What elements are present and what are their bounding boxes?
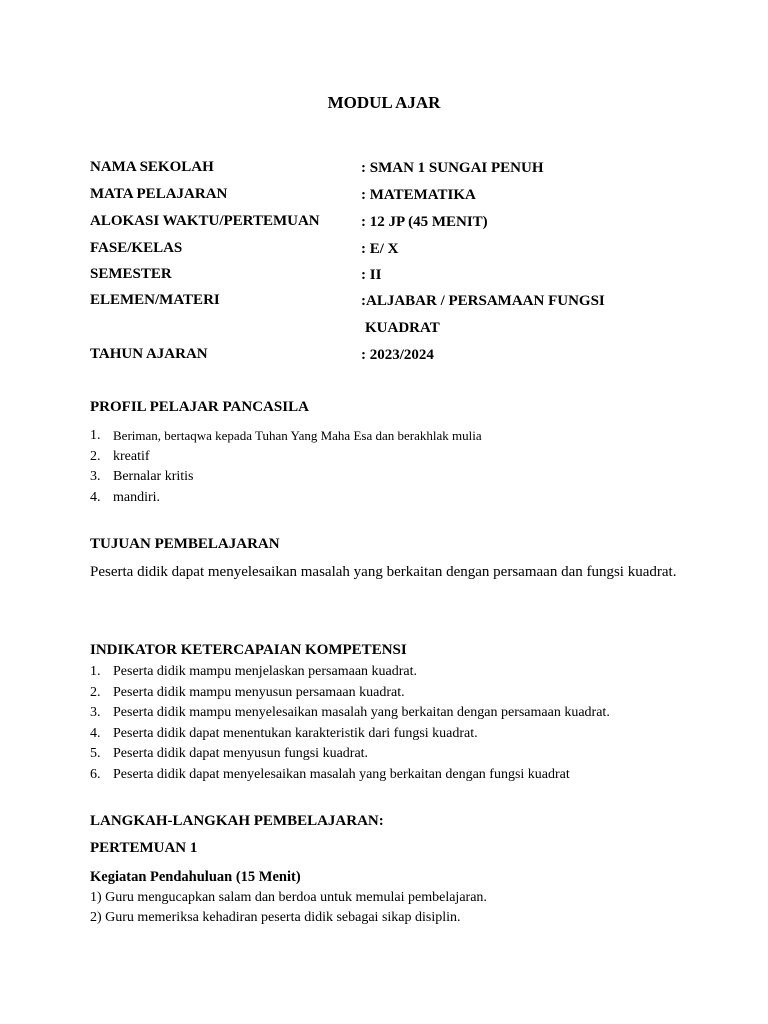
list-text: Peserta didik dapat menyelesaikan masalah yang berkaitan dengan fungsi kuadrat (113, 766, 570, 782)
list-item (90, 488, 690, 509)
list-item (90, 683, 690, 704)
pertemuan-heading: PERTEMUAN 1 (90, 840, 198, 856)
info-row-alokasi-waktu (0, 213, 768, 235)
list-text: kreatif (113, 448, 150, 464)
list-item (90, 467, 690, 488)
tujuan-paragraph: Peserta didik dapat menyelesaikan masalah yang berkaitan dengan persamaan dan fungsi kuadrat. (90, 564, 677, 580)
info-label: SEMESTER (90, 266, 172, 282)
list-number: 3. (90, 469, 101, 484)
info-row-semester (0, 266, 768, 288)
section-heading-indikator: INDIKATOR KETERCAPAIAN KOMPETENSI (90, 642, 407, 658)
list-text: Peserta didik dapat menentukan karakteristik dari fungsi kuadrat. (113, 725, 478, 741)
list-number: 6. (90, 766, 101, 782)
list-number: 4. (90, 725, 101, 741)
list-text: Beriman, bertaqwa kepada Tuhan Yang Maha Esa dan berakhlak mulia (113, 428, 482, 443)
kegiatan-heading: Kegiatan Pendahuluan (15 Menit) (90, 869, 301, 885)
info-row-fase-kelas (0, 240, 768, 262)
list-number: 2. (90, 684, 101, 700)
info-value: : MATEMATIKA (361, 187, 476, 203)
info-label: NAMA SEKOLAH (90, 159, 214, 175)
info-row-nama-sekolah (0, 159, 768, 181)
list-number: 1. (90, 664, 101, 679)
profil-list (90, 426, 690, 508)
list-number: 5. (90, 746, 101, 761)
list-text: Bernalar kritis (113, 469, 194, 484)
info-value: : E/ X (361, 241, 399, 257)
section-heading-tujuan: TUJUAN PEMBELAJARAN (90, 536, 280, 552)
info-label: ALOKASI WAKTU/PERTEMUAN (90, 213, 320, 229)
list-text: Peserta didik mampu menjelaskan persamaan kuadrat. (113, 664, 418, 679)
list-number: 3. (90, 705, 101, 720)
info-row-elemen-materi (0, 292, 768, 336)
list-item (90, 744, 690, 765)
info-row-mata-pelajaran (0, 186, 768, 208)
list-item (90, 703, 690, 724)
kegiatan-step: 1) Guru mengucapkan salam dan berdoa untuk memulai pembelajaran. (90, 890, 487, 905)
list-item (90, 724, 690, 745)
info-value: :ALJABAR / PERSAMAAN FUNGSI (361, 293, 605, 309)
info-label: ELEMEN/MATERI (90, 292, 220, 308)
list-number: 2. (90, 448, 101, 464)
info-value: : 2023/2024 (361, 347, 434, 363)
list-item (90, 662, 690, 683)
list-text: Peserta didik dapat menyusun fungsi kuadrat. (113, 746, 369, 761)
info-row-tahun-ajaran (0, 346, 768, 368)
list-text: mandiri. (113, 489, 161, 505)
list-number: 1. (90, 428, 101, 443)
info-value: : II (361, 267, 382, 283)
info-label: MATA PELAJARAN (90, 186, 228, 202)
info-label: TAHUN AJARAN (90, 346, 208, 362)
list-item (90, 447, 690, 468)
section-heading-langkah: LANGKAH-LANGKAH PEMBELAJARAN: (90, 813, 384, 829)
list-item (90, 426, 690, 447)
document-title: MODUL AJAR (327, 93, 441, 112)
indikator-list (90, 662, 690, 785)
kegiatan-step: 2) Guru memeriksa kehadiran peserta didik sebagai sikap disiplin. (90, 910, 461, 925)
info-value-continuation: KUADRAT (365, 320, 440, 336)
list-text: Peserta didik mampu menyelesaikan masalah yang berkaitan dengan persamaan kuadrat. (113, 705, 610, 720)
info-value: : SMAN 1 SUNGAI PENUH (361, 160, 544, 176)
list-text: Peserta didik mampu menyusun persamaan kuadrat. (113, 684, 405, 700)
list-item (90, 765, 690, 786)
section-heading-profil: PROFIL PELAJAR PANCASILA (90, 399, 309, 415)
info-value: : 12 JP (45 MENIT) (361, 214, 488, 230)
list-number: 4. (90, 489, 101, 505)
info-label: FASE/KELAS (90, 240, 183, 256)
